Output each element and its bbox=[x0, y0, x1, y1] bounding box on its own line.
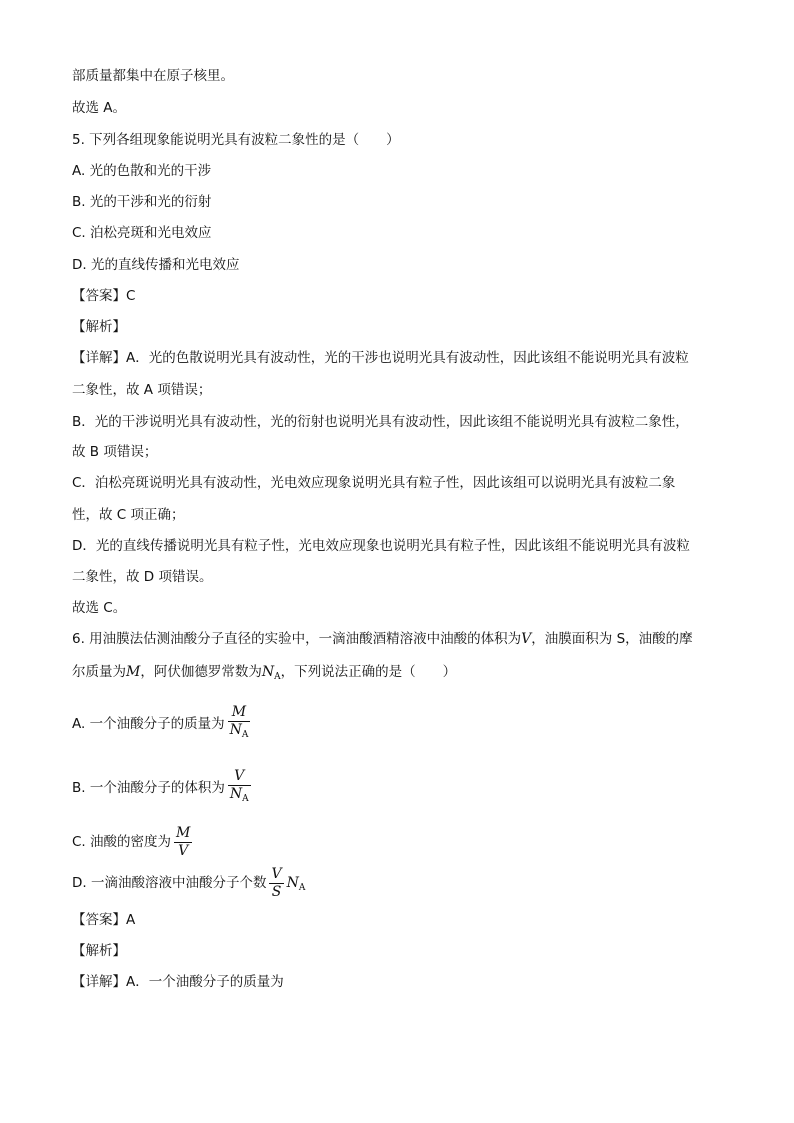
q5-detail-2: 二象性，故 A 项错误； bbox=[72, 382, 212, 398]
answer-value: C bbox=[126, 288, 136, 304]
detail-tag: 【详解】 bbox=[72, 974, 126, 990]
q5-detail-3: B．光的干涉说明光具有波动性，光的衍射也说明光具有波动性，因此该组不能说明光具有波粒二象性， bbox=[72, 414, 689, 430]
q5-detail-4: 故 B 项错误； bbox=[72, 444, 158, 460]
q5-option-b: B. 光的干涉和光的衍射 bbox=[72, 194, 212, 210]
q5-detail-7: D．光的直线传播说明光具有粒子性，光电效应现象也说明光具有粒子性，因此该组不能说明光具有波粒 bbox=[72, 538, 690, 554]
answer-value: A bbox=[126, 912, 136, 928]
q5-option-c: C. 泊松亮斑和光电效应 bbox=[72, 225, 212, 241]
detail-tag: 【详解】 bbox=[72, 350, 126, 366]
var-v: V bbox=[521, 631, 532, 647]
q6-answer bbox=[72, 910, 135, 930]
q5-stem: 5. 下列各组现象能说明光具有波粒二象性的是（ ） bbox=[72, 132, 400, 148]
fraction-m-over-v: $\frac{M}{V}$ bbox=[176, 824, 191, 859]
var-m: M bbox=[126, 664, 141, 680]
q6-option-c: C. 油酸的密度为 $\frac{M}{V}$ bbox=[72, 824, 191, 859]
answer-tag: 【答案】 bbox=[72, 288, 126, 304]
q6-option-a: A. 一个油酸分子的质量为 $\frac{M}{N_A}$ bbox=[72, 704, 253, 744]
q5-detail-6: 性，故 C 项正确； bbox=[72, 507, 185, 523]
q5-analysis-tag: 【解析】 bbox=[72, 319, 126, 335]
var-na: N bbox=[261, 664, 275, 680]
q5-option-a: A. 光的色散和光的干涉 bbox=[72, 163, 212, 179]
q6-stem-line2: 尔质量为M，阿伏伽德罗常数为$N_A$，下列说法正确的是（ ） bbox=[72, 664, 457, 682]
q6-option-d: D. 一滴油酸溶液中油酸分子个数 $\frac{V}{S}$ $N_A$ bbox=[72, 865, 306, 900]
q6-analysis-tag: 【解析】 bbox=[72, 943, 126, 959]
fraction-v-over-s: $\frac{V}{S}$ bbox=[271, 865, 282, 900]
fraction-m-over-na: $\frac{M}{N_A}$ bbox=[229, 704, 249, 740]
q6-stem-line1: 6. 用油膜法估测油酸分子直径的实验中，一滴油酸酒精溶液中油酸的体积为V，油膜面积为 S，油酸的摩 bbox=[72, 631, 693, 647]
prev-tail: 部质量都集中在原子核里。 bbox=[72, 68, 234, 84]
q5-option-d: D. 光的直线传播和光电效应 bbox=[72, 257, 240, 273]
q5-choose: 故选 C。 bbox=[72, 600, 127, 616]
q6-option-b: B. 一个油酸分子的体积为 $\frac{V}{N_A}$ bbox=[72, 768, 254, 808]
q5-answer bbox=[72, 286, 135, 306]
prev-choose: 故选 A。 bbox=[72, 100, 127, 116]
q6-detail-1: 【详解】A．一个油酸分子的质量为 bbox=[72, 974, 284, 990]
q5-detail-1: 【详解】A．光的色散说明光具有波动性，光的干涉也说明光具有波动性，因此该组不能说明光具有波粒 bbox=[72, 350, 689, 366]
q5-detail-8: 二象性，故 D 项错误。 bbox=[72, 569, 213, 585]
q5-detail-5: C．泊松亮斑说明光具有波动性，光电效应现象说明光具有粒子性，因此该组可以说明光具有波粒二象 bbox=[72, 475, 676, 491]
answer-tag: 【答案】 bbox=[72, 912, 126, 928]
fraction-v-over-na: $\frac{V}{N_A}$ bbox=[229, 768, 249, 804]
